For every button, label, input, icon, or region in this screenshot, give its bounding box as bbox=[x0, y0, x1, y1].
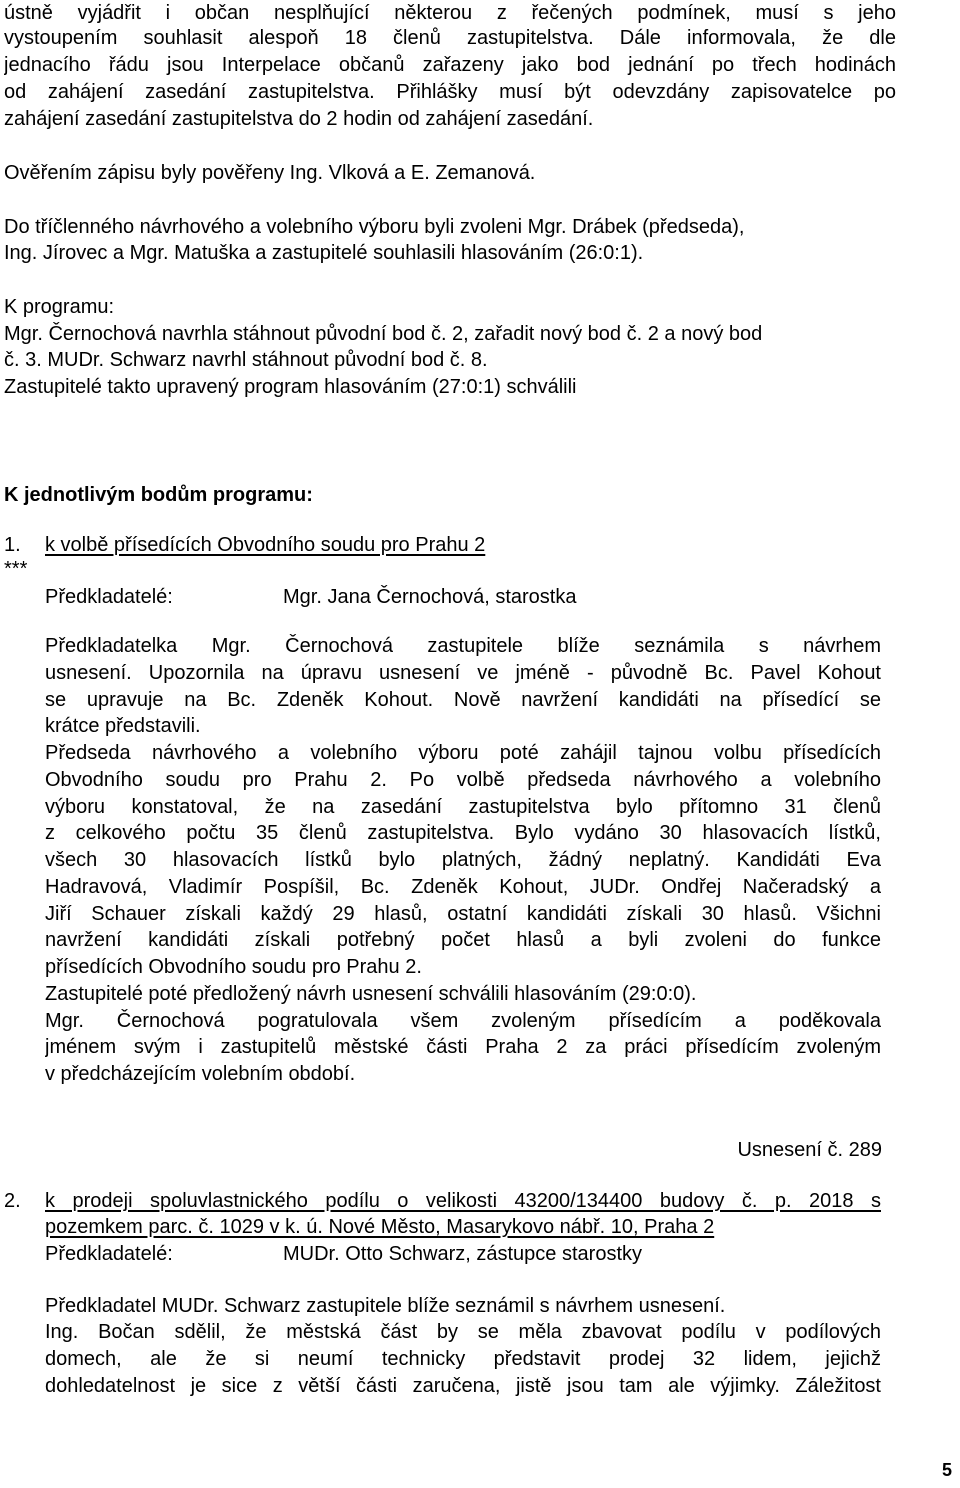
intro-line: zahájení zasedání zastupitelstva do 2 hodin od zahájení zasedání. bbox=[4, 108, 594, 130]
item1-body-line: Mgr. Černochová pogratulovala všem zvoleným přísedícím a poděkovala bbox=[45, 1010, 881, 1032]
item2-number: 2. bbox=[4, 1190, 21, 1212]
item1-body-line: se upravuje na Bc. Zdeněk Kohout. Nově navržení kandidáti na přísedící se bbox=[45, 689, 881, 711]
item2-body-line: Ing. Bočan sdělil, že městská část by se měla zbavovat podílu v podílových bbox=[45, 1321, 881, 1343]
item2-body-line: Předkladatel MUDr. Schwarz zastupitele blíže seznámil s návrhem usnesení. bbox=[45, 1295, 726, 1317]
intro-line: od zahájení zasedání zastupitelstva. Přihlášky musí být odevzdány zapisovatelce po bbox=[4, 81, 896, 103]
item1-submitter-value: Mgr. Jana Černochová, starostka bbox=[283, 586, 577, 608]
item1-body-line: krátce představili. bbox=[45, 715, 201, 737]
committee-line: Do tříčlenného návrhového a volebního výboru byli zvoleni Mgr. Drábek (předseda), bbox=[4, 216, 745, 238]
item1-body-line: usnesení. Upozornila na úpravu usnesení ve jméně - původně Bc. Pavel Kohout bbox=[45, 662, 881, 684]
intro-line: vystoupením souhlasit alespoň 18 členů zastupitelstva. Dále informovala, že dle bbox=[4, 27, 896, 49]
item1-number: 1. bbox=[4, 534, 21, 556]
item1-body-line: v předcházejícím volebním období. bbox=[45, 1063, 356, 1085]
program-line: Zastupitelé takto upravený program hlasováním (27:0:1) schválili bbox=[4, 376, 577, 398]
item1-body-line: Předkladatelka Mgr. Černochová zastupitele blíže seznámila s návrhem bbox=[45, 635, 881, 657]
program-heading: K programu: bbox=[4, 296, 115, 318]
intro-line: jednacího řádu jsou Interpelace občanů zařazeny jako bod jednání po třech hodinách bbox=[4, 54, 896, 76]
item1-body-line: navržení kandidáti získali potřebný počet hlasů a byli zvoleni do funkce bbox=[45, 929, 881, 951]
section-heading: K jednotlivým bodům programu: bbox=[4, 484, 313, 506]
item2-title-line: k prodeji spoluvlastnického podílu o velikosti 43200/134400 budovy č. p. 2018 s bbox=[45, 1190, 881, 1212]
intro-line: ústně vyjádřit i občan nesplňující některou z řečených podmínek, musí s jeho bbox=[4, 2, 896, 24]
item2-submitter-label: Předkladatelé: bbox=[45, 1243, 173, 1265]
committee-line: Ing. Jírovec a Mgr. Matuška a zastupitelé souhlasili hlasováním (26:0:1). bbox=[4, 242, 644, 264]
item2-body-line: domech, ale že si neumí technicky představit prodej 32 lidem, jejichž bbox=[45, 1348, 881, 1370]
item1-body-line: z celkového počtu 35 členů zastupitelstva. Bylo vydáno 30 hlasovacích lístků, bbox=[45, 822, 881, 844]
item1-body-line: všech 30 hlasovacích lístků bylo platných, žádný neplatný. Kandidáti Eva bbox=[45, 849, 881, 871]
program-line: Mgr. Černochová navrhla stáhnout původní bod č. 2, zařadit nový bod č. 2 a nový bod bbox=[4, 323, 763, 345]
item2-body-line: dohledatelnost je sice z větší části zaručena, jistě jsou tam ale výjimky. Záležitost bbox=[45, 1375, 881, 1397]
item1-body-line: Předseda návrhového a volebního výboru poté zahájil tajnou volbu přísedících bbox=[45, 742, 881, 764]
item1-resolution: Usnesení č. 289 bbox=[737, 1139, 882, 1161]
page-number: 5 bbox=[941, 1460, 952, 1480]
program-line: č. 3. MUDr. Schwarz navrhl stáhnout původní bod č. 8. bbox=[4, 349, 488, 371]
item1-submitter-label: Předkladatelé: bbox=[45, 586, 173, 608]
item1-body-line: výboru konstatoval, že na zasedání zastupitelstva bylo přítomno 31 členů bbox=[45, 796, 881, 818]
item1-title: k volbě přísedících Obvodního soudu pro Prahu 2 bbox=[45, 534, 486, 556]
item2-submitter-value: MUDr. Otto Schwarz, zástupce starostky bbox=[283, 1243, 642, 1265]
item1-body-line: jménem svým i zastupitelů městské části Praha 2 za práci přísedícím zvoleným bbox=[45, 1036, 881, 1058]
item1-body-line: Jiří Schauer získali každý 29 hlasů, ostatní kandidáti získali 30 hlasů. Všichni bbox=[45, 903, 881, 925]
item1-body-line: přísedících Obvodního soudu pro Prahu 2. bbox=[45, 956, 422, 978]
item1-stars: *** bbox=[4, 558, 28, 580]
item1-body-line: Hadravová, Vladimír Pospíšil, Bc. Zdeněk Kohout, JUDr. Ondřej Načeradský a bbox=[45, 876, 881, 898]
item1-body-line: Obvodního soudu pro Prahu 2. Po volbě předseda návrhového a volebního bbox=[45, 769, 881, 791]
verification-text: Ověřením zápisu byly pověřeny Ing. Vlková a E. Zemanová. bbox=[4, 162, 536, 184]
item2-title-line: pozemkem parc. č. 1029 v k. ú. Nové Město, Masarykovo nábř. 10, Praha 2 bbox=[45, 1216, 715, 1238]
item1-body-line: Zastupitelé poté předložený návrh usnesení schválili hlasováním (29:0:0). bbox=[45, 983, 697, 1005]
